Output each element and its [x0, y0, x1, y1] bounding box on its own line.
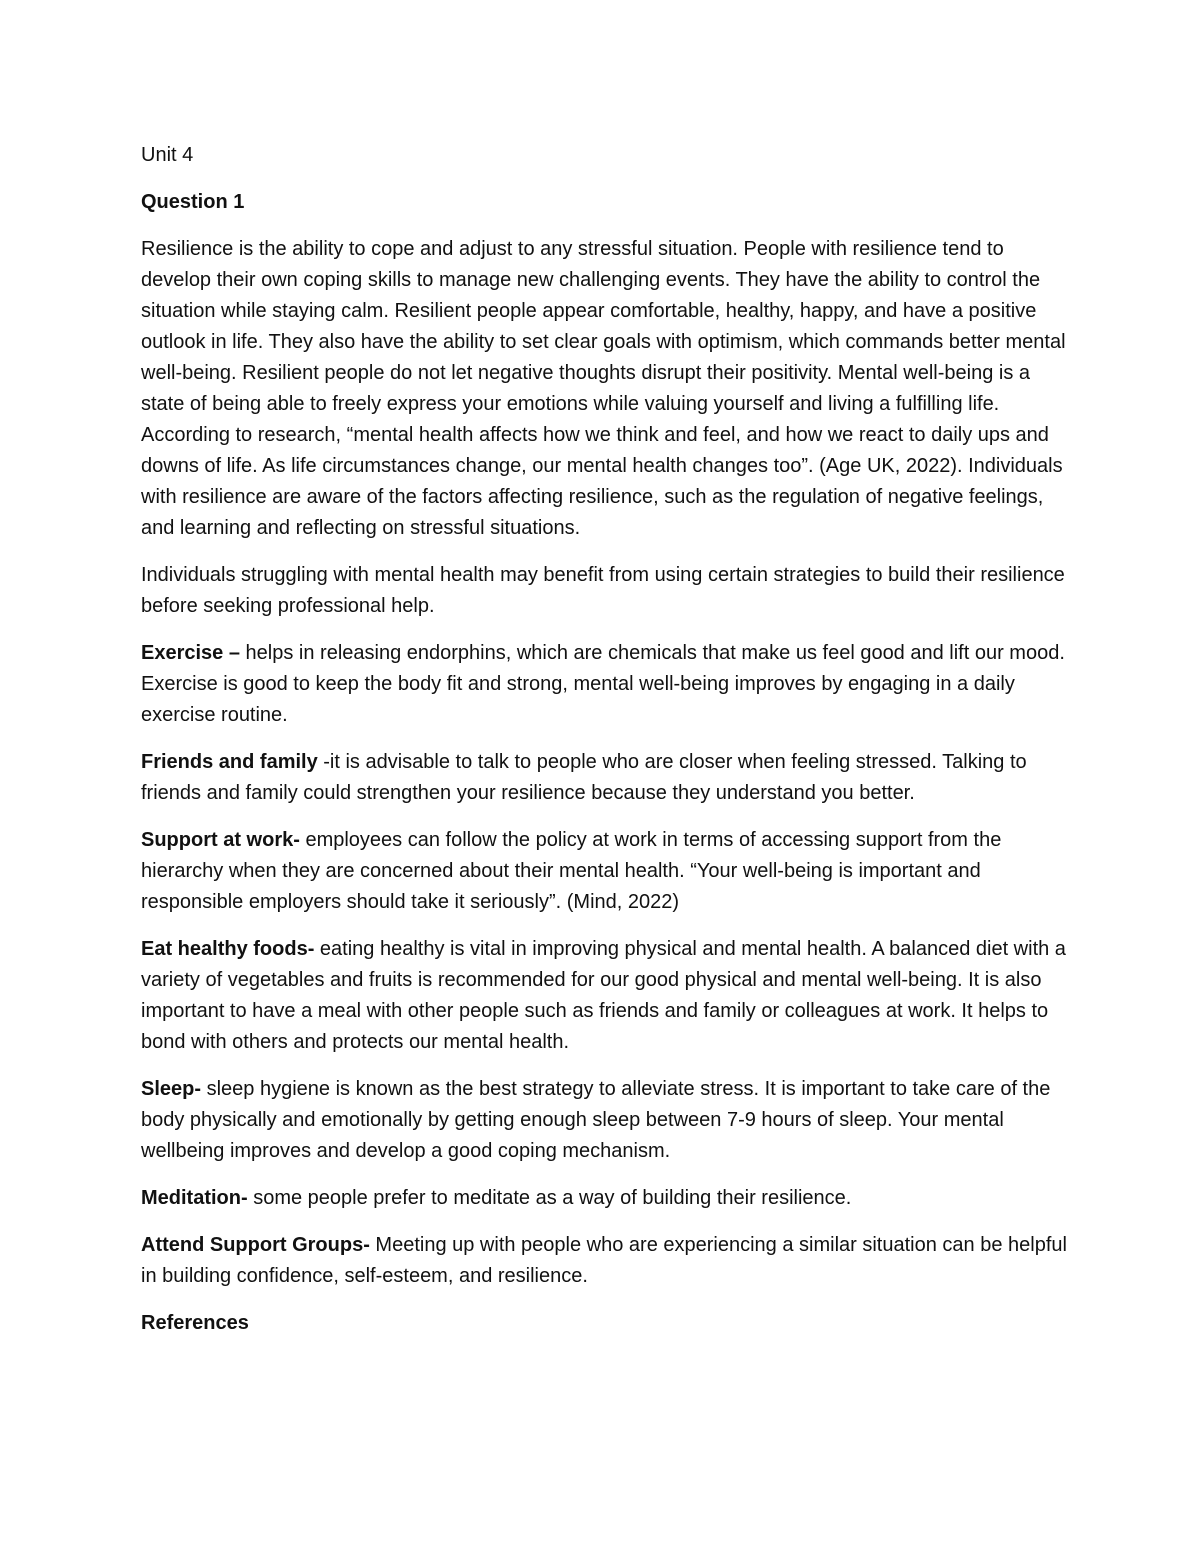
references-heading: References [141, 1312, 249, 1334]
strategy-lead: Attend Support Groups- [141, 1234, 370, 1256]
strategy-text: -it is advisable to talk to people who are closer when feeling stressed. Talking to friends and family could strengthen your resilience because they understand you better. [141, 751, 1027, 804]
unit-heading: Unit 4 [141, 144, 194, 166]
strategy-eat-healthy-foods [141, 934, 1071, 1058]
strategy-text: some people prefer to meditate as a way of building their resilience. [247, 1187, 852, 1209]
strategy-exercise [141, 638, 1071, 731]
strategy-lead: Exercise – [141, 642, 240, 664]
strategy-text: Meeting up with people who are experiencing a similar situation can be helpful in building confidence, self-esteem, and resilience. [141, 1234, 1067, 1287]
strategy-support-at-work [141, 825, 1071, 918]
document-content [141, 140, 1071, 1355]
strategy-friends-family [141, 747, 1071, 809]
strategy-text: sleep hygiene is known as the best strategy to alleviate stress. It is important to take care of the body physically and emotionally by getting enough sleep between 7-9 hours of sleep. Your mental wellbeing improves and develop a good coping mechanism. [141, 1078, 1051, 1162]
strategy-text: helps in releasing endorphins, which are chemicals that make us feel good and lift our mood. Exercise is good to keep the body fit and strong, mental well-being improves by engaging in a daily exercise routine. [141, 642, 1065, 726]
resilience-paragraph: Resilience is the ability to cope and adjust to any stressful situation. People with resilience tend to develop their own coping skills to manage new challenging events. They have the ability to control the situation while staying calm. Resilient people appear comfortable, healthy, happy, and have a positive outlook in life. They also have the ability to set clear goals with optimism, which commands better mental well-being. Resilient people do not let negative thoughts disrupt their positivity. Mental well-being is a state of being able to freely express your emotions while valuing yourself and living a fulfilling life. According to research, “mental health affects how we think and feel, and how we react to daily ups and downs of life. As life circumstances change, our mental health changes too”. (Age UK, 2022). Individuals with resilience are aware of the factors affecting resilience, such as the regulation of negative feelings, and learning and reflecting on stressful situations. [141, 238, 1066, 539]
strategy-sleep [141, 1074, 1071, 1167]
strategy-lead: Eat healthy foods- [141, 938, 315, 960]
strategy-lead: Sleep- [141, 1078, 202, 1100]
question-heading: Question 1 [141, 191, 245, 213]
strategy-text: employees can follow the policy at work in terms of accessing support from the hierarchy when they are concerned about their mental health. “Your well-being is important and responsible employers should take it seriously”. (Mind, 2022) [141, 829, 1002, 913]
strategy-attend-support-groups [141, 1230, 1071, 1292]
strategy-lead: Support at work- [141, 829, 300, 851]
strategy-lead: Friends and family [141, 751, 318, 773]
strategies-intro-paragraph: Individuals struggling with mental health may benefit from using certain strategies to build their resilience before seeking professional help. [141, 564, 1065, 617]
strategy-meditation [141, 1183, 1071, 1214]
strategy-text: eating healthy is vital in improving physical and mental health. A balanced diet with a variety of vegetables and fruits is recommended for our good physical and mental well-being. It is also important to have a meal with other people such as friends and family or colleagues at work. It helps to bond with others and protects our mental health. [141, 938, 1066, 1053]
strategy-lead: Meditation- [141, 1187, 248, 1209]
